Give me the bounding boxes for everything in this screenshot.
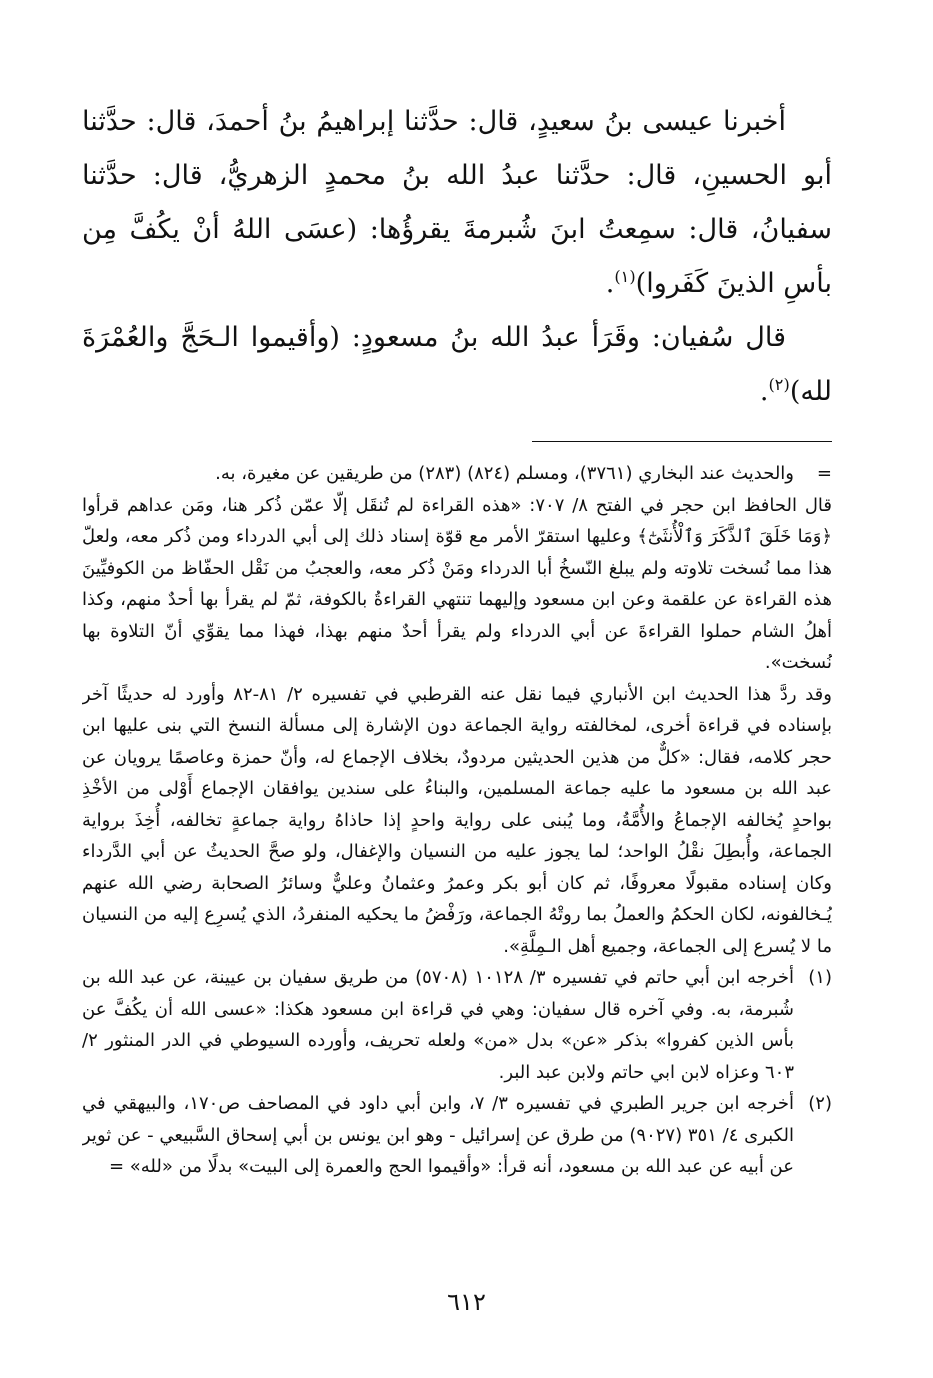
page-number: ٦١٢ bbox=[447, 1288, 486, 1316]
footnote-1-text: أخرجه ابن أبي حاتم في تفسيره ٣/ ١٠١٢٨ (٥٧٠٨) من طريق سفيان بن عيينة، عن عبد الله بن شُبرمة، به. وفي آخره قال سفيان: وهي في قراءة ابن مسعود هكذا: «عسى الله أن يكُفَّ عن بأس الذين كفروا» بذكر «عن» بدل «من» ولعله تحريف، وأورده السيوطي في الدر المنثور ٢/ ٦٠٣ وعزاه لابن ابي حاتم ولابن عبد البر. bbox=[82, 967, 794, 1083]
book-page bbox=[82, 95, 832, 1345]
footnote-continuation-2: قال الحافظ ابن حجر في الفتح ٨/ ٧٠٧: «هذه القراءة لم تُنقَل إلّا عمّن ذُكر هنا، ومَن عداهم قرأوا ﴿وَمَا خَلَقَ ٱلذَّكَرَ وَٱلْأُنثَىٰٓ﴾ وعليها استقرّ الأمر مع قوّة إسناد ذلك إلى أبي الدرداء ومن ذُكر معه، ولعلّ هذا مما نُسخت تلاوته ولم يبلغ النّسخُ أبا الدرداء ومَنْ ذُكر معه، والعجبُ من نَقْل الحفّاظ من الكوفيِّينَ هذه القراءة عن علقمة وعن ابن مسعود وإليهما تنتهي القراءةُ بالكوفة، ثمّ لم يقرأ بها أحدٌ منهم، وكذا أهلُ الشام حملوا القراءةَ عن أبي الدرداء ولم يقرأ أحدٌ منهم بهذا، فهذا مما يقوِّي أنّ التلاوة بها نُسخت». bbox=[82, 494, 832, 673]
footnote-ref-1: (١) bbox=[614, 267, 636, 286]
footnote-continuation-3: وقد ردَّ هذا الحديث ابن الأنباري فيما نقل عنه القرطبي في تفسيره ٢/ ٨١-٨٢ وأورد له حديثًا آخر بإسناده في قراءة أخرى، لمخالفته رواية الجماعة دون الإشارة إلى مسألة النسخ التي بنى عليها ابن حجر كلامه، فقال: «كلٌّ من هذين الحديثين مردودٌ، بخلاف الإجماع له، وأنّ حمزة وعاصمًا يرويان عن عبد الله بن مسعود ما عليه جماعة المسلمين، والبناءُ على سندين يوافقان الإجماع أَوْلى من الأخْذِ بواحدٍ يُخالفه الإجماعُ والأُمَّةُ، وما يُبنى على رواية واحدٍ إذا حاذاهُ رواية جماعةٍ تخالفه، أُخِذَ برواية الجماعة، وأُبطِلَ نقْلُ الواحد؛ لما يجوز عليه من النسيان والإغفال، ولو صحَّ الحديثُ عن أبي الدَّرداء وكان إسناده مقبولًا معروفًا، ثم كان أبو بكر وعمرُ وعثمانُ وعليٌّ وسائرُ الصحابة رضي الله عنهم يُـخالفونه، لكان الحكمُ والعملُ بما روتْهُ الجماعة، ورَفْضُ ما يحكيه المنفردُ، الذي يُسرِع إليه من النسيان ما لا يُسرع إلى الجماعة، وجميع أهل الـمِلَّةِ». bbox=[82, 683, 832, 957]
footnote-ref-2: (٢) bbox=[768, 375, 790, 394]
continuation-marker: = bbox=[816, 463, 832, 484]
continuation-1-text: والحديث عند البخاري (٣٧٦١)، ومسلم (٨٢٤) (٢٨٣) من طريقين عن مغيرة، به. bbox=[215, 463, 794, 484]
main-paragraph-2-text: قال سُفيان: وقَرَأ عبدُ الله بنُ مسعودٍ: (وأقيموا الـحَجَّ والعُمْرَةَ لله) bbox=[82, 322, 832, 407]
footnote-2 bbox=[82, 1088, 832, 1183]
main-paragraph-2-end: . bbox=[759, 376, 769, 407]
main-paragraph-2 bbox=[82, 311, 832, 419]
footnote-separator bbox=[532, 441, 832, 442]
footnote-2-text: أخرجه ابن جرير الطبري في تفسيره ٣/ ٧، وابن أبي داود في المصاحف ص١٧٠، والبيهقي في الكبرى ٤/ ٣٥١ (٩٠٢٧) من طرق عن إسرائيل - وهو ابن يونس بن أبي إسحاق السَّبيعي - عن ثوير عن أبيه عن عبد الله بن مسعود، أنه قرأ: «وأقيموا الحج والعمرة إلى البيت» بدلًا من «لله» = bbox=[82, 1093, 794, 1177]
footnote-2-marker: (٢) bbox=[808, 1093, 832, 1114]
footnote-1-marker: (١) bbox=[808, 967, 832, 988]
main-paragraph-1 bbox=[82, 95, 832, 311]
footnote-continuation-1 bbox=[82, 458, 832, 490]
main-paragraph-1-end: . bbox=[605, 268, 615, 299]
main-text bbox=[82, 95, 832, 419]
footnote-1 bbox=[82, 962, 832, 1088]
footnotes bbox=[82, 458, 832, 1183]
main-paragraph-1-text: أخبرنا عيسى بنُ سعيدٍ، قال: حدَّثنا إبراهيمُ بنُ أحمدَ، قال: حدَّثنا أبو الحسينِ، قال: حدَّثنا عبدُ الله بنُ محمدٍ الزهريُّ، قال: حدَّثنا سفيانُ، قال: سمِعتُ ابنَ شُبرمةَ يقرؤُها: (عسَى اللهُ أنْ يكُفَّ مِن بأسِ الذينَ كَفَروا) bbox=[82, 106, 832, 299]
